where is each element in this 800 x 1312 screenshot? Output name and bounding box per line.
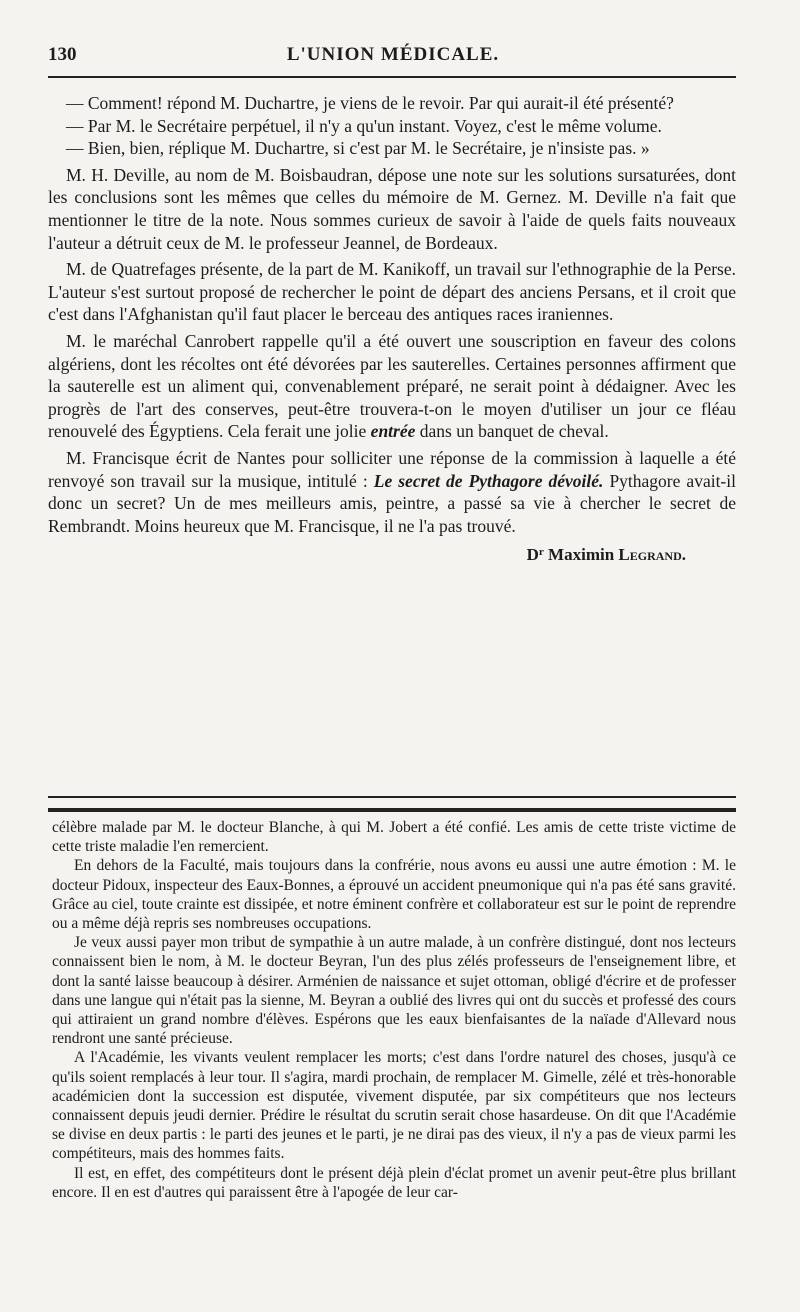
dialogue-line: — Bien, bien, réplique M. Duchartre, si c'est par M. le Secrétaire, je n'insiste pas. » [66,138,650,159]
paragraph-deville: M. H. Deville, au nom de M. Boisbaudran, dépose une note sur les solutions sursaturées, dont les conclusions sont les mêmes que celles du mémoire de M. Gernez. M. Deville n'a fait que mentionner le titre de la note. Nous sommes curieux de savoir à l'aide de quels faits nouveaux l'auteur a détruit ceux de M. le professeur Jeannel, de Bordeaux. [48,164,736,253]
paragraph-canrobert: M. le maréchal Canrobert rappelle qu'il a été ouvert une souscription en faveur des colons algériens, dont les récoltes ont été dévorées par les sauterelles. Certaines personnes affirment que la sauterelle est un aliment qui, convenablement préparé, ne serait point à dédaigner. Avec les progrès de l'art des conserves, peut-être trouvera-t-on le moyen d'utiliser un jour ce fléau renouvelé des Égyptiens. Cela ferait une jolie entrée dans un banquet de cheval. [48,330,736,442]
italic-word: entrée [370,421,416,442]
main-text [48,92,736,567]
feuilleton-divider [48,796,736,812]
feuilleton-paragraph: A l'Académie, les vivants veulent remplacer les morts; c'est dans l'ordre naturel des choses, jusqu'à ce qu'ils soient remplacés à leur tour. Il s'agira, mardi prochain, de remplacer M. Gimelle, zélé et très-honorable académicien dont la succession est disputée, vivement disputée, par six compétiteurs que nos lecteurs connaissent depuis jeudi dernier. Prédire le résultat du scrutin serait chose hasardeuse. On dit que l'Académie se divise en deux partis : le parti des jeunes et le parti, je ne dirai pas des vieux, il n'y a pas de vieux parmi les compétiteurs, mais des hommes faits. [52,1049,736,1163]
feuilleton-paragraph: Il est, en effet, des compétiteurs dont le présent déjà plein d'éclat promet un avenir peut-être plus brillant encore. Il en est d'autres qui paraissent être à l'apogée de leur car- [52,1164,736,1201]
feuilleton-text [52,818,736,1202]
paragraph-francisque: M. Francisque écrit de Nantes pour solliciter une réponse de la commission à laquelle a été renvoyé son travail sur la musique, intitulé : Le secret de Pythagore dévoilé. Pythagore avait-il donc un secret? Un de mes meilleurs amis, peintre, a passé sa vie à chercher le secret de Rembrandt. Moins heureux que M. Francisque, il ne l'a pas trouvé. [48,447,736,536]
book-title: Le secret de Pythagore dévoilé. [373,470,604,491]
dialogue-line: — Comment! répond M. Duchartre, je viens de le revoir. Par qui aurait-il été présenté? [66,93,674,113]
feuilleton-paragraph: célèbre malade par M. le docteur Blanche, à qui M. Jobert a été confié. Les amis de cette triste victime de cette triste maladie l'en remercient. [52,819,736,856]
dialogue-line: — Par M. le Secrétaire perpétuel, il n'y a qu'un instant. Voyez, c'est le même volume. [66,115,662,136]
paragraph-quatrefages: M. de Quatrefages présente, de la part de M. Kanikoff, un travail sur l'ethnographie de la Perse. L'auteur s'est surtout proposé de rechercher le point de départ des anciens Persans, et il croit que c'est dans l'Afghanistan qu'il faut placer le berceau des antiques races iraniennes. [48,259,736,325]
author-signature: $D^r$ Maximin Legrand. [526,545,686,565]
page-header [48,44,738,72]
header-rule [48,76,736,78]
feuilleton-paragraph: Je veux aussi payer mon tribut de sympathie à un autre malade, à un confrère distingué, dont nos lecteurs connaissent bien le nom, à M. le docteur Beyran, l'un des plus zélés professeurs de l'enseignement libre, et dont la santé laisse beaucoup à désirer. Arménien de naissance et sujet ottoman, obligé d'écrire et de professer dans une langue qui n'était pas la sienne, M. Beyran a oublié des livres qui ont du succès et professé des cours qui attiraient un grand nombre d'élèves. Espérons que les eaux bienfaisantes de la naïade d'Allevard nous rendront une santé précieuse. [52,934,736,1048]
running-title: L'UNION MÉDICALE. [286,44,500,65]
page-number: 130 [48,44,77,65]
feuilleton-paragraph: En dehors de la Faculté, mais toujours dans la confrérie, nous avons eu aussi une autre émotion : M. le docteur Pidoux, inspecteur des Eaux-Bonnes, a éprouvé un accident pneumonique qui n'a pas été sans gravité. Grâce au ciel, toute crainte est dissipée, et notre éminent confrère et collaborateur est sur le point de reprendre ou a même déjà repris ses nombreuses occupations. [52,857,736,933]
